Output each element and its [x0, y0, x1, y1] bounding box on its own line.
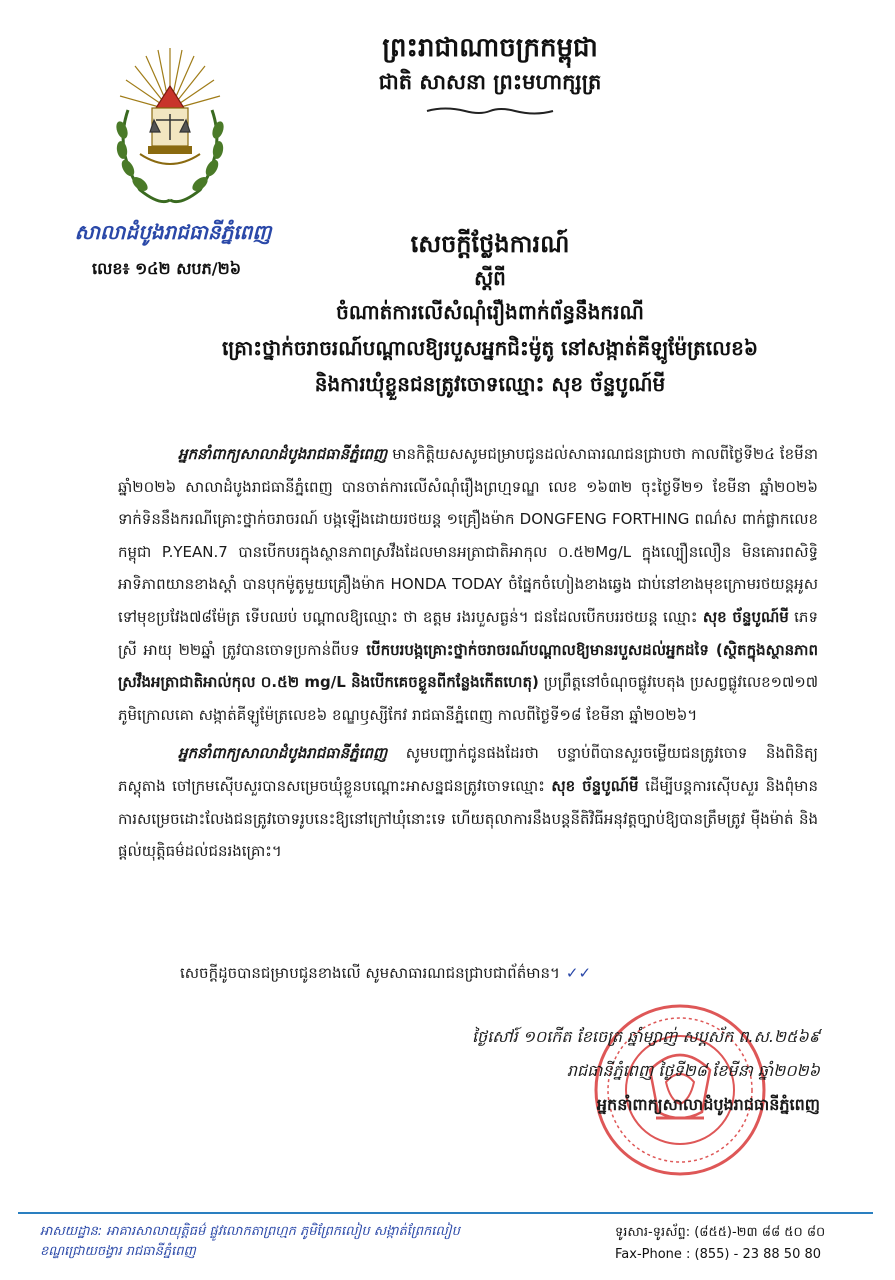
address-line-1: អាសយដ្ឋាន: អាគារសាលាយុត្តិធម៌ ផ្លូវលោកតាព្រហ្មក ភូមិព្រែកលៀប សង្កាត់ព្រែកលៀប	[40, 1224, 460, 1239]
phone-english: Fax-Phone : (855) - 23 88 50 80	[615, 1247, 822, 1262]
accused-name: សុខ ច័ន្ទបូណ៍មី	[702, 607, 789, 626]
paragraph-text: ដើម្បីបន្តការស៊ើបសួរ និងពុំមានការសម្រេចដោះលែងជនត្រូវចោទរូបនេះឱ្យនៅក្រៅឃុំនោះទេ ហើយតុលាការនឹងបន្តនីតិវិធីអនុវត្តច្បាប់ឱ្យបានត្រឹមត្រូវ ម៉ឺងម៉ាត់ និងផ្តល់យុត្តិធម៌ដល់ជនរងគ្រោះ។	[118, 776, 818, 861]
kingdom-header	[350, 30, 630, 120]
date-signature-block	[420, 1020, 820, 1122]
address-line-2: ខណ្ឌជ្រោយចង្វារ រាជធានីភ្នំពេញ	[40, 1244, 196, 1259]
paragraph-text: ប្រព្រឹត្តនៅចំណុចផ្លូវបេតុង ប្រសព្វផ្លូវលេខ១៧១៧ ភូមិក្រោលគោ សង្កាត់គីឡូម៉ែត្រលេខ៦ ខណ្ឌឫស្សីកែវ រាជធានីភ្នំពេញ កាលពីថ្ងៃទី១៨ ខែមីនា ឆ្នាំ២០២៦។	[118, 673, 818, 724]
kingdom-title: ព្រះរាជាណាចក្រកម្ពុជា	[382, 33, 598, 63]
title-about: ស្តីពី	[474, 266, 506, 290]
phone-khmer: ទូរសារ-ទូរស័ព្ទ: (៨៥៥)-២៣ ៨៨ ៥០ ៨០	[615, 1225, 826, 1240]
court-name: សាលាដំបូងរាជធានីភ្នំពេញ	[74, 220, 272, 244]
title-main: សេចក្តីថ្លែងការណ៍	[410, 230, 570, 258]
footer-contact	[615, 1222, 865, 1266]
reference-number: លេខ៖ ១៤២ សបភ/២៦	[92, 259, 242, 278]
title-line-2: គ្រោះថ្នាក់ចរាចរណ៍បណ្តាលឱ្យរបួសអ្នកជិះម៉ូតូ នៅសង្កាត់គីឡូម៉ែត្រលេខ៦	[221, 336, 759, 360]
title-line-1: ចំណាត់ការលើសំណុំរឿងពាក់ព័ន្ធនឹងករណី	[336, 300, 644, 324]
paragraph-text: សូមបញ្ជាក់ជូនផងដែរថា បន្ទាប់ពីបានសួរចម្លើយជនត្រូវចោទ និងពិនិត្យភស្តុតាង ចៅក្រមស៊ើបសួរបានសម្រេចឃុំខ្លួនបណ្តោះអាសន្នជនត្រូវចោទឈ្មោះ	[118, 744, 818, 795]
charge-text: បើកបរបង្កគ្រោះថ្នាក់ចរាចរណ៍បណ្តាលឱ្យមានរបួសដល់អ្នកដទៃ (ស្ថិតក្នុងស្ថានភាពស្រវឹងអត្រាជាតិអាល់កុល ០.៥២ mg/L និងបើកគេចខ្លួនពីកន្លែងកើតហេតុ)	[118, 640, 818, 692]
statement-title	[180, 226, 800, 402]
title-line-3: និងការឃុំខ្លួនជនត្រូវចោទឈ្មោះ សុខ ច័ន្ទបូណ៍មី	[314, 372, 666, 396]
closing-text: សេចក្តីដូចបានជម្រាបជូនខាងលើ សូមសាធារណជនជ្រាបជាព័ត៌មាន។	[180, 964, 560, 982]
paragraph-text: មានកិត្តិយសសូមជម្រាបជូនដល់សាធារណជនជ្រាបថា កាលពីថ្ងៃទី២៤ ខែមីនា ឆ្នាំ២០២៦ សាលាដំបូងរាជធានីភ្នំពេញ បានចាត់ការលើសំណុំរឿងព្រហ្មទណ្ឌ លេខ ១៦៣២ ចុះថ្ងៃទី២១ ខែមីនា ឆ្នាំ២០២៦ ទាក់ទិននឹងករណីគ្រោះថ្នាក់ចរាចរណ៍ បង្កឡើងដោយរថយន្ត ១គ្រឿងម៉ាក DONGFENG FORTHING ពណ៌ស ពាក់ផ្លាកលេខ កម្ពុជា P.YEAN.7 បានបើកបរក្នុងស្ថានភាពស្រវឹងដែលមានអត្រាជាតិអាកុល ០.៥២Mg/L ក្នុងល្បឿនលឿន មិនគោរពសិទ្ធិអាទិភាពយានខាងស្តាំ បានបុកម៉ូតូមួយគ្រឿងម៉ាក HONDA TODAY ចំផ្នែកចំហៀងខាងឆ្វេង ជាប់នៅខាងមុខក្រោមរថយន្តអូសទៅមុខប្រវែង៧៨ម៉ែត្រ ទើបឈប់ បណ្តាលឱ្យឈ្មោះ ថា ឧត្តម រងរបួសធ្ងន់។ ជនដែលបើកបររថយន្ត ឈ្មោះ	[118, 445, 818, 626]
statement-body	[118, 438, 818, 868]
paragraph-1	[118, 438, 818, 731]
national-motto: ជាតិ សាសនា ព្រះមហាក្សត្រ	[378, 70, 602, 94]
accused-name: សុខ ច័ន្ទបូណ៍មី	[551, 776, 639, 795]
paragraph-2	[118, 737, 818, 867]
spokesperson-lead: អ្នកនាំពាក្យសាលាដំបូងរាជធានីភ្នំពេញ	[178, 744, 388, 763]
solar-date: រាជធានីភ្នំពេញ ថ្ងៃទី២៨ ខែមីនា ឆ្នាំ២០២៦	[566, 1061, 820, 1080]
header-ornament	[425, 106, 555, 116]
footer-divider	[18, 1212, 873, 1214]
paragraph-text: ភេទស្រី អាយុ ២២ឆ្នាំ ត្រូវបានចោទប្រកាន់ពីបទ	[118, 607, 818, 659]
signer-title: អ្នកនាំពាក្យសាលាដំបូងរាជធានីភ្នំពេញ	[596, 1095, 820, 1114]
closing-line	[180, 958, 591, 988]
initials-mark: ✓✓	[565, 964, 592, 982]
court-emblem-logo	[100, 40, 240, 210]
footer-address	[40, 1222, 560, 1262]
lunar-date: ថ្ងៃសៅរ៍ ១០កើត ខែចេត្រ ឆ្នាំម្សាញ់ សប្តស័ក ព.ស.២៥៦៩	[471, 1027, 820, 1046]
spokesperson-lead: អ្នកនាំពាក្យសាលាដំបូងរាជធានីភ្នំពេញ	[178, 445, 388, 463]
